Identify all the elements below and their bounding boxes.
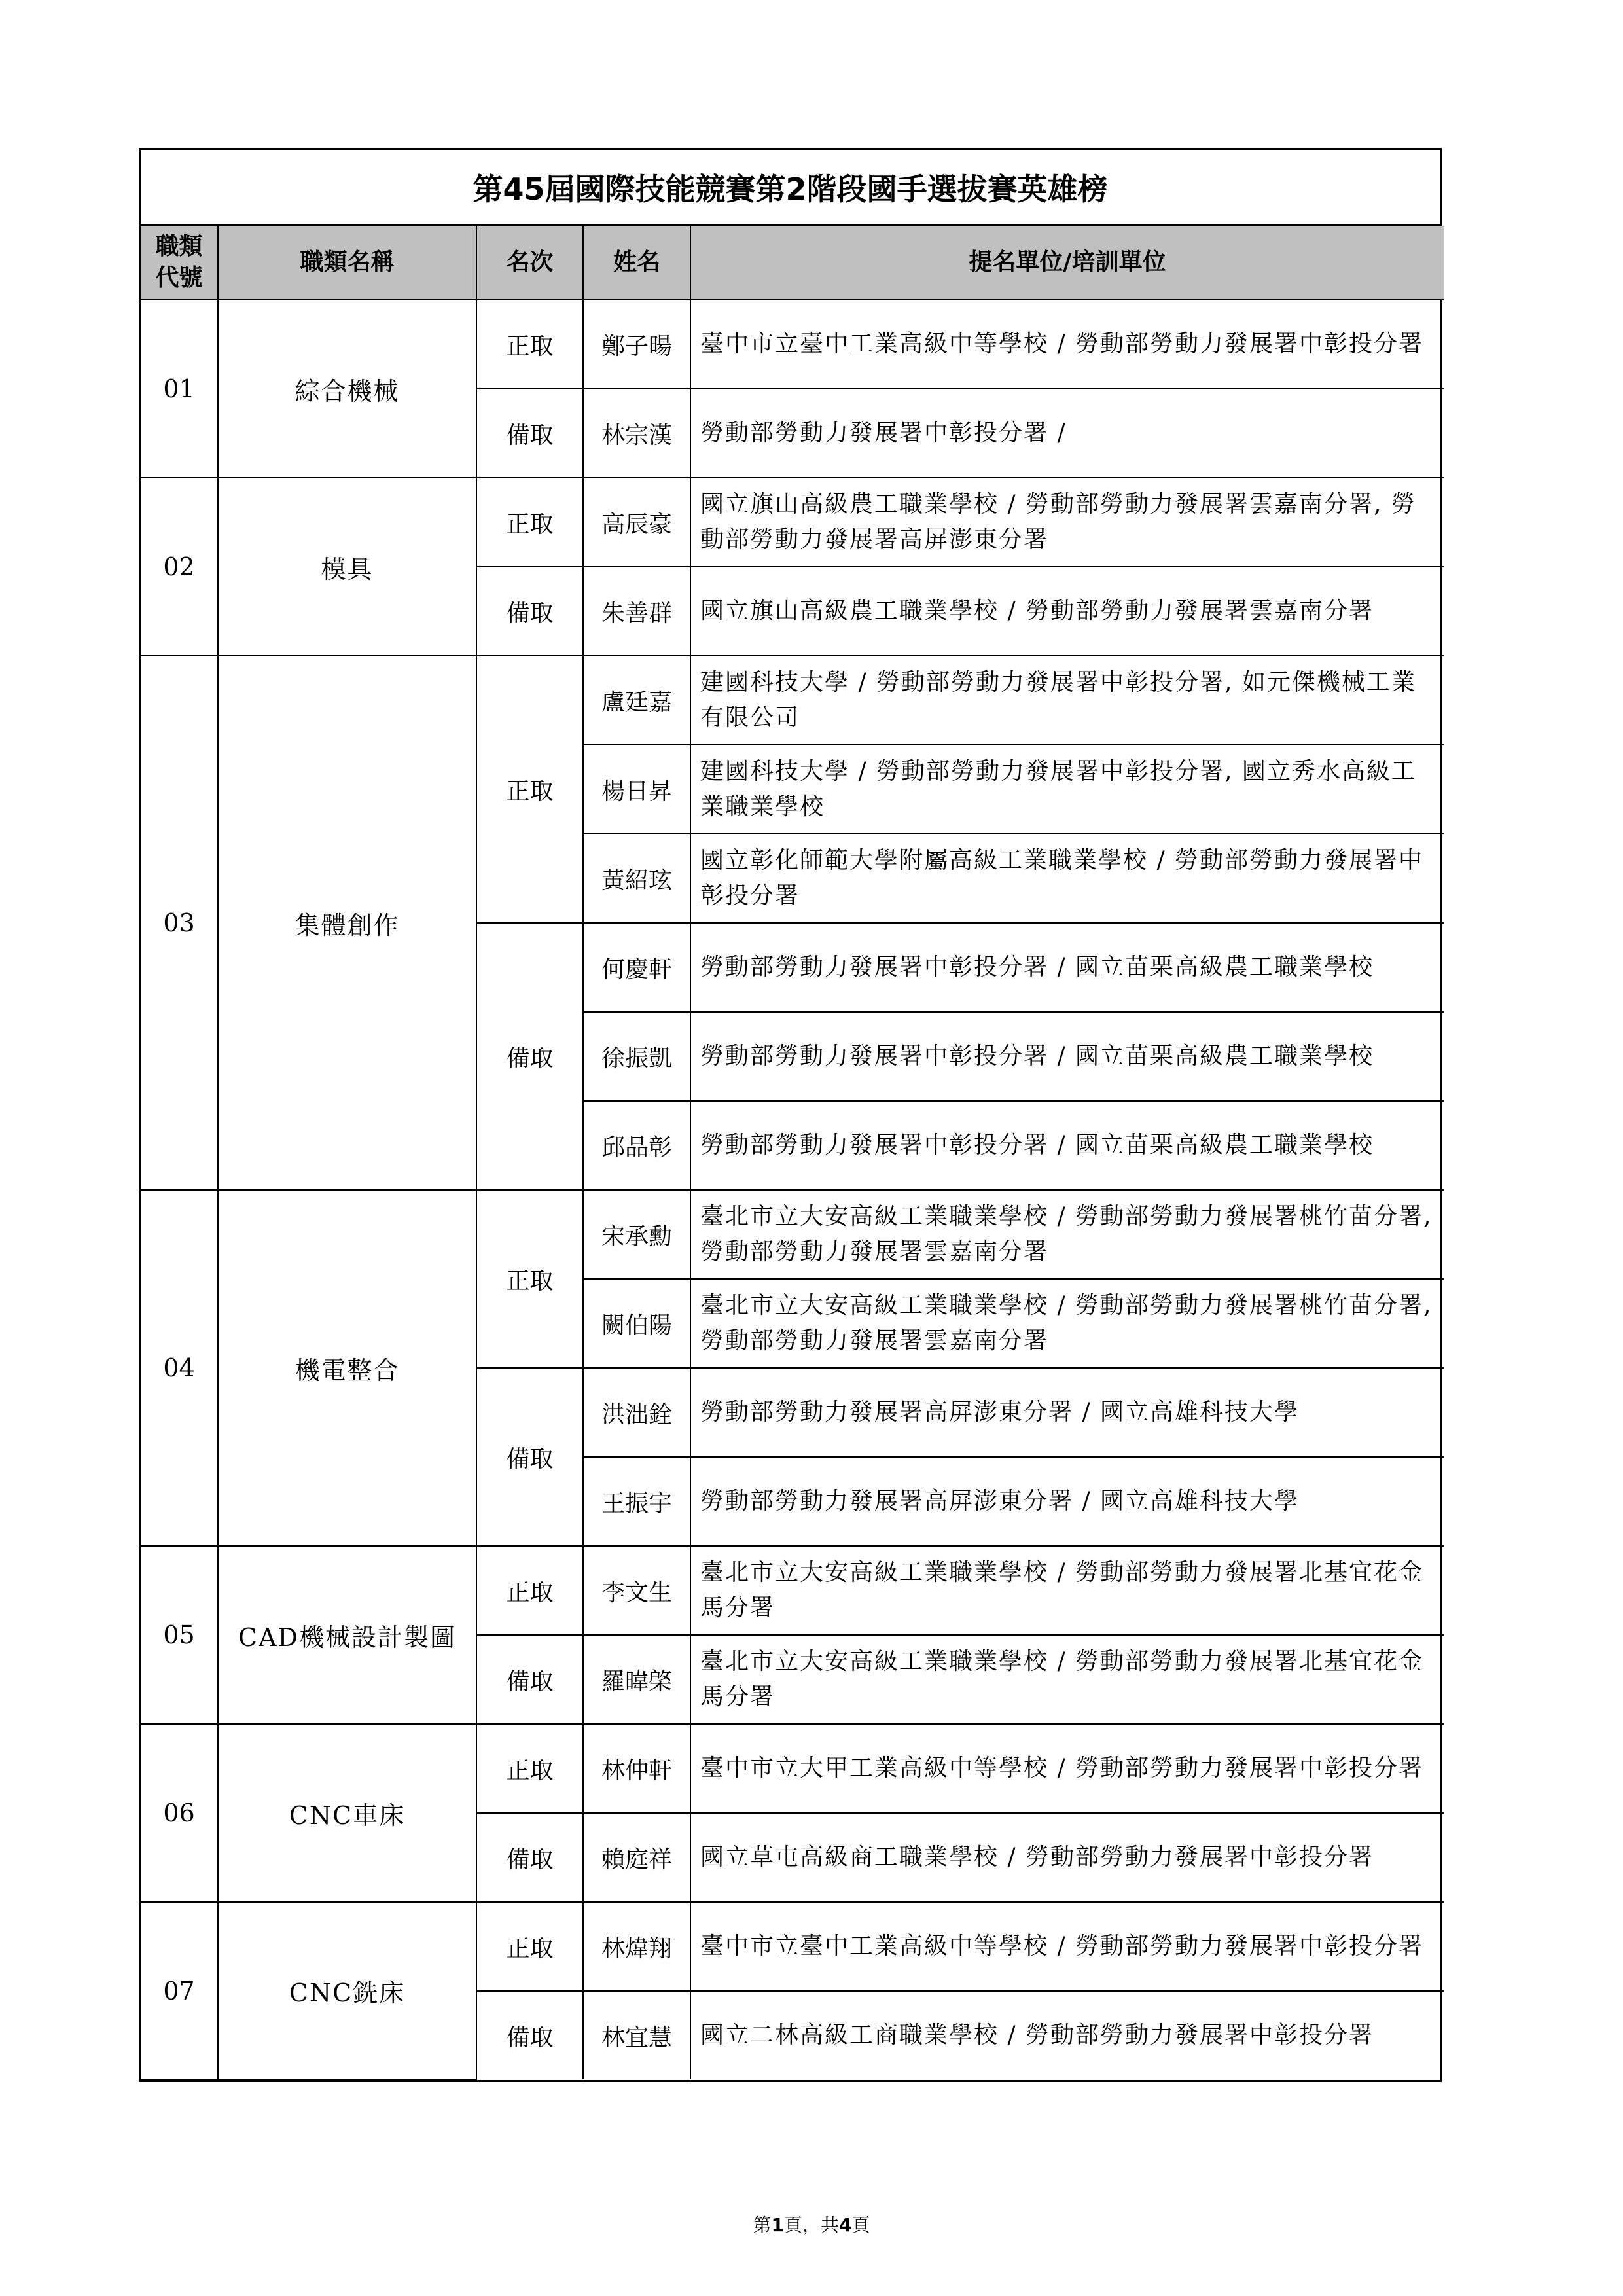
- rank-cell: 備取: [476, 1991, 583, 2079]
- person-name: 高辰豪: [583, 478, 690, 567]
- nominating-unit: 建國科技大學 / 勞動部勞動力發展署中彰投分署, 國立秀水高級工業職業學校: [690, 745, 1444, 834]
- trade-name: 機電整合: [218, 1190, 476, 1546]
- footer-suffix: 頁: [851, 2214, 870, 2236]
- table-row: [141, 1902, 1444, 1991]
- rank-cell: 正取: [476, 1724, 583, 1813]
- nominating-unit: 勞動部勞動力發展署高屏澎東分署 / 國立高雄科技大學: [690, 1457, 1444, 1546]
- table-row: [141, 478, 1444, 567]
- roster-sheet: [139, 148, 1442, 2082]
- header-rank: 名次: [476, 226, 583, 300]
- nominating-unit: 國立二林高級工商職業學校 / 勞動部勞動力發展署中彰投分署: [690, 1991, 1444, 2079]
- rank-cell: 正取: [476, 1902, 583, 1991]
- trade-code: 07: [141, 1902, 218, 2079]
- person-name: 林宜慧: [583, 1991, 690, 2079]
- header-code: 職類代號: [141, 226, 218, 300]
- person-name: 洪泏銓: [583, 1368, 690, 1457]
- rank-cell: 備取: [476, 389, 583, 478]
- header-row: [141, 226, 1444, 300]
- table-row: [141, 1546, 1444, 1635]
- header-person: 姓名: [583, 226, 690, 300]
- nominating-unit: 臺北市立大安高級工業職業學校 / 勞動部勞動力發展署北基宜花金馬分署: [690, 1546, 1444, 1635]
- nominating-unit: 臺北市立大安高級工業職業學校 / 勞動部勞動力發展署桃竹苗分署, 勞動部勞動力發展署雲嘉南分署: [690, 1279, 1444, 1368]
- trade-code: 04: [141, 1190, 218, 1546]
- nominating-unit: 勞動部勞動力發展署中彰投分署 / 國立苗栗高級農工職業學校: [690, 1012, 1444, 1101]
- nominating-unit: 臺中市立臺中工業高級中等學校 / 勞動部勞動力發展署中彰投分署: [690, 1902, 1444, 1991]
- rank-cell: 正取: [476, 656, 583, 923]
- nominating-unit: 勞動部勞動力發展署中彰投分署 / 國立苗栗高級農工職業學校: [690, 1101, 1444, 1190]
- trade-code: 01: [141, 300, 218, 478]
- person-name: 賴庭祥: [583, 1813, 690, 1902]
- roster-table: [141, 226, 1444, 2080]
- trade-name: CAD機械設計製圖: [218, 1546, 476, 1724]
- nominating-unit: 國立草屯高級商工職業學校 / 勞動部勞動力發展署中彰投分署: [690, 1813, 1444, 1902]
- footer-page-number: 1: [771, 2214, 784, 2236]
- nominating-unit: 國立旗山高級農工職業學校 / 勞動部勞動力發展署雲嘉南分署, 勞動部勞動力發展署高屏澎東分署: [690, 478, 1444, 567]
- person-name: 宋承勳: [583, 1190, 690, 1279]
- person-name: 闕伯陽: [583, 1279, 690, 1368]
- footer-middle: 頁，共: [783, 2214, 839, 2236]
- rank-cell: 正取: [476, 300, 583, 389]
- nominating-unit: 國立彰化師範大學附屬高級工業職業學校 / 勞動部勞動力發展署中彰投分署: [690, 834, 1444, 923]
- person-name: 林煒翔: [583, 1902, 690, 1991]
- person-name: 黃紹玹: [583, 834, 690, 923]
- person-name: 李文生: [583, 1546, 690, 1635]
- person-name: 何慶軒: [583, 923, 690, 1012]
- person-name: 林仲軒: [583, 1724, 690, 1813]
- nominating-unit: 臺中市立臺中工業高級中等學校 / 勞動部勞動力發展署中彰投分署: [690, 300, 1444, 389]
- person-name: 鄭子暘: [583, 300, 690, 389]
- nominating-unit: 臺北市立大安高級工業職業學校 / 勞動部勞動力發展署北基宜花金馬分署: [690, 1635, 1444, 1724]
- trade-code: 03: [141, 656, 218, 1190]
- footer-total-pages: 4: [839, 2214, 852, 2236]
- person-name: 盧廷嘉: [583, 656, 690, 745]
- rank-cell: 備取: [476, 567, 583, 656]
- rank-cell: 備取: [476, 923, 583, 1190]
- person-name: 羅暐棨: [583, 1635, 690, 1724]
- footer-prefix: 第: [753, 2214, 772, 2236]
- page-title: 第45屆國際技能競賽第2階段國手選拔賽英雄榜: [141, 150, 1440, 226]
- trade-name: 綜合機械: [218, 300, 476, 478]
- nominating-unit: 勞動部勞動力發展署高屏澎東分署 / 國立高雄科技大學: [690, 1368, 1444, 1457]
- rank-cell: 備取: [476, 1635, 583, 1724]
- rank-cell: 備取: [476, 1813, 583, 1902]
- nominating-unit: 臺北市立大安高級工業職業學校 / 勞動部勞動力發展署桃竹苗分署, 勞動部勞動力發展署雲嘉南分署: [690, 1190, 1444, 1279]
- page-footer: [0, 2211, 1623, 2237]
- trade-code: 05: [141, 1546, 218, 1724]
- rank-cell: 正取: [476, 1190, 583, 1368]
- person-name: 楊日昇: [583, 745, 690, 834]
- nominating-unit: 國立旗山高級農工職業學校 / 勞動部勞動力發展署雲嘉南分署: [690, 567, 1444, 656]
- person-name: 朱善群: [583, 567, 690, 656]
- trade-name: CNC車床: [218, 1724, 476, 1902]
- nominating-unit: 臺中市立大甲工業高級中等學校 / 勞動部勞動力發展署中彰投分署: [690, 1724, 1444, 1813]
- rank-cell: 正取: [476, 478, 583, 567]
- person-name: 王振宇: [583, 1457, 690, 1546]
- table-row: [141, 1190, 1444, 1279]
- table-row: [141, 1724, 1444, 1813]
- trade-code: 06: [141, 1724, 218, 1902]
- person-name: 林宗漢: [583, 389, 690, 478]
- trade-name: 集體創作: [218, 656, 476, 1190]
- table-row: [141, 300, 1444, 389]
- person-name: 徐振凱: [583, 1012, 690, 1101]
- table-row: [141, 656, 1444, 745]
- nominating-unit: 建國科技大學 / 勞動部勞動力發展署中彰投分署, 如元傑機械工業有限公司: [690, 656, 1444, 745]
- trade-code: 02: [141, 478, 218, 656]
- rank-cell: 正取: [476, 1546, 583, 1635]
- roster-body: [141, 300, 1444, 2079]
- nominating-unit: 勞動部勞動力發展署中彰投分署 /: [690, 389, 1444, 478]
- rank-cell: 備取: [476, 1368, 583, 1546]
- header-name: 職類名稱: [218, 226, 476, 300]
- trade-name: 模具: [218, 478, 476, 656]
- header-org: 提名單位/培訓單位: [690, 226, 1444, 300]
- nominating-unit: 勞動部勞動力發展署中彰投分署 / 國立苗栗高級農工職業學校: [690, 923, 1444, 1012]
- trade-name: CNC銑床: [218, 1902, 476, 2079]
- person-name: 邱品彰: [583, 1101, 690, 1190]
